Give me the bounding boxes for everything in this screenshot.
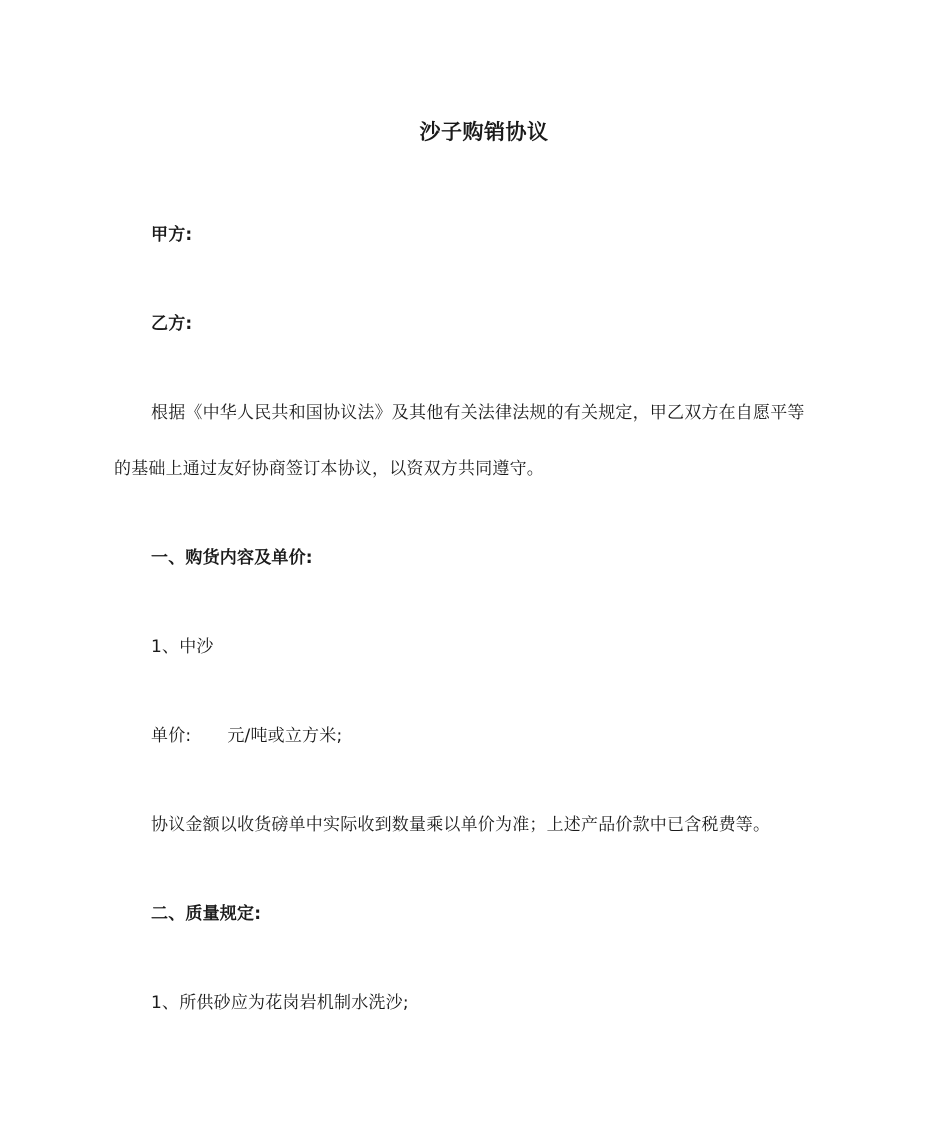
intro-paragraph-line-2: 的基础上通过友好协商签订本协议，以资双方共同遵守。 [114, 459, 544, 479]
unit-price-label: 单价: [151, 726, 192, 746]
party-a-label: 甲方: [151, 225, 193, 245]
unit-price-unit: 元/吨或立方米; [227, 726, 343, 746]
intro-paragraph-line-1: 根据《中华人民共和国协议法》及其他有关法律法规的有关规定，甲乙双方在自愿平等 [151, 403, 805, 423]
section-2-heading: 二、质量规定: [151, 904, 262, 924]
item-1-medium-sand: 1、中沙 [151, 637, 214, 657]
party-b-label: 乙方: [151, 314, 193, 334]
document-title: 沙子购销协议 [419, 120, 549, 144]
amount-clause: 协议金额以收货磅单中实际收到数量乘以单价为准；上述产品价款中已含税费等。 [151, 815, 771, 835]
quality-item-1: 1、所供砂应为花岗岩机制水洗沙; [151, 993, 409, 1013]
section-1-heading: 一、购货内容及单价: [151, 548, 313, 568]
unit-price-line [151, 725, 342, 747]
